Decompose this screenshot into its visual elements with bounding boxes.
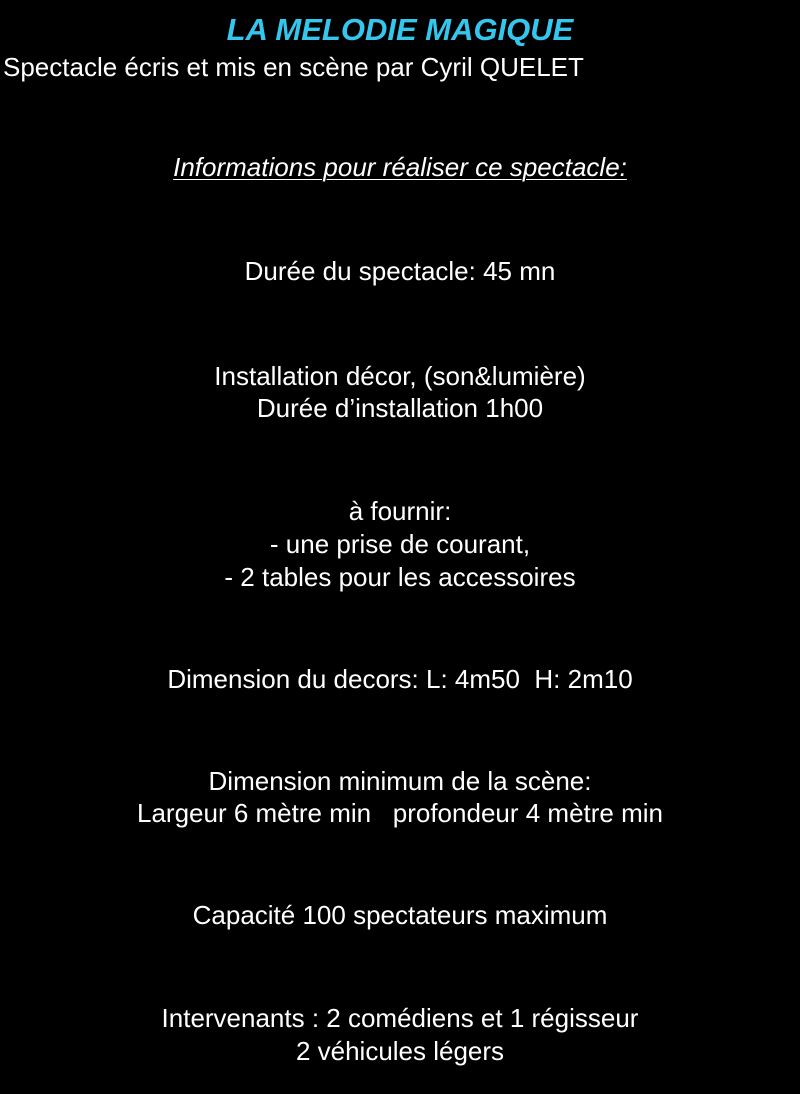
to-provide-item: - 2 tables pour les accessoires (224, 562, 576, 592)
to-provide-label: à fournir: (348, 496, 452, 526)
show-duration: Durée du spectacle: 45 mn (244, 256, 556, 286)
stage-min-label: Dimension minimum de la scène: (208, 766, 592, 796)
installation-duration: Durée d’installation 1h00 (256, 393, 544, 423)
title: LA MELODIE MAGIQUE (226, 12, 574, 47)
subtitle: Spectacle écris et mis en scène par Cyril QUELET (3, 52, 584, 82)
info-heading: Informations pour réaliser ce spectacle: (173, 152, 627, 182)
vehicles: 2 véhicules légers (295, 1036, 505, 1066)
staff: Intervenants : 2 comédiens et 1 régisseur (161, 1003, 639, 1033)
to-provide-item: - une prise de courant, (269, 529, 531, 559)
stage-min-values: Largeur 6 mètre min profondeur 4 mètre min (136, 798, 664, 828)
set-dimensions: Dimension du decors: L: 4m50 H: 2m10 (167, 664, 633, 694)
installation-line: Installation décor, (son&lumière) (214, 361, 586, 391)
capacity: Capacité 100 spectateurs maximum (192, 900, 608, 930)
